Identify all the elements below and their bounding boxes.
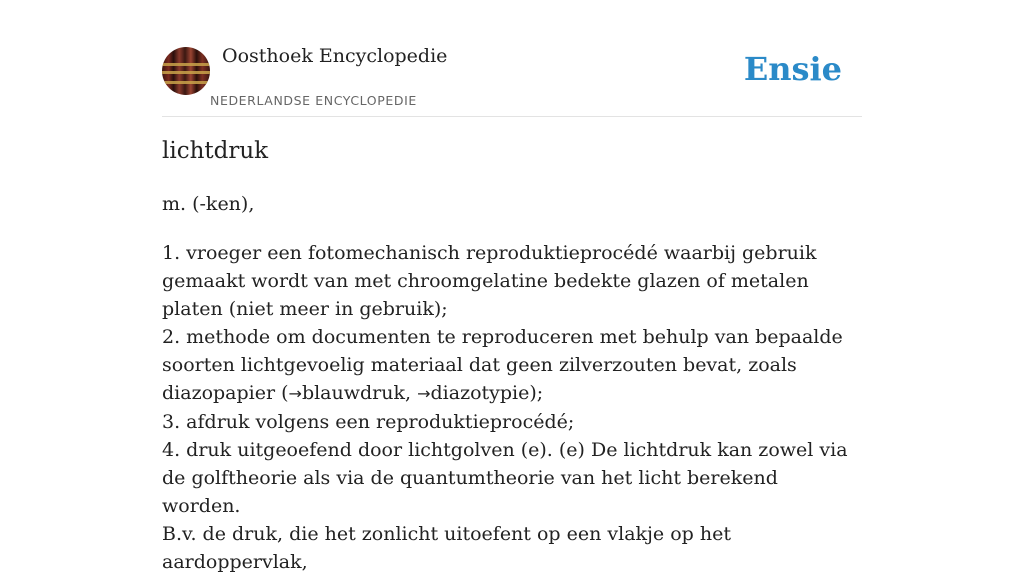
crossref-blauwdruk-link[interactable]: blauwdruk xyxy=(301,382,405,404)
definition-line-2 xyxy=(162,323,862,408)
definition-line-3: 3. afdruk volgens een reproduktieprocédé; xyxy=(162,411,575,433)
site-header xyxy=(162,0,862,117)
site-title[interactable]: Oosthoek Encyclopedie xyxy=(222,45,448,67)
site-subtitle: NEDERLANDSE ENCYCLOPEDIE xyxy=(210,93,417,108)
definition-line-5: B.v. de druk, die het zonlicht uitoefent op een vlakje op het aardoppervlak, xyxy=(162,523,731,573)
right-arrow-icon: → xyxy=(288,384,302,403)
crossref-diazotypie-link[interactable]: diazotypie xyxy=(430,382,530,404)
definition-line-1: 1. vroeger een fotomechanisch reproduktieprocédé waarbij gebruik gemaakt wordt van met chroomgelatine bedekte glazen of metalen platen (niet meer in gebruik); xyxy=(162,242,817,320)
definition-line-4: 4. druk uitgeoefend door lichtgolven (e). (e) De lichtdruk kan zowel via de golftheorie als via de quantumtheorie van het licht berekend worden. xyxy=(162,439,848,517)
definition-line-2-end: ); xyxy=(529,382,544,404)
encyclopedia-books-logo[interactable] xyxy=(162,47,210,95)
right-arrow-icon: → xyxy=(417,384,431,403)
page xyxy=(162,0,862,573)
entry-title: lichtdruk xyxy=(162,138,269,164)
definition-line-2-text: 2. methode om documenten te reproduceren met behulp van bepaalde soorten lichtgevoelig materiaal dat geen zilverzouten bevat, zoals diazopapier ( xyxy=(162,326,843,404)
entry-definition xyxy=(162,239,862,576)
ensie-logo-link[interactable]: Ensie xyxy=(743,50,842,88)
crossref-separator: , xyxy=(405,382,418,404)
entry-grammar: m. (-ken), xyxy=(162,193,255,215)
